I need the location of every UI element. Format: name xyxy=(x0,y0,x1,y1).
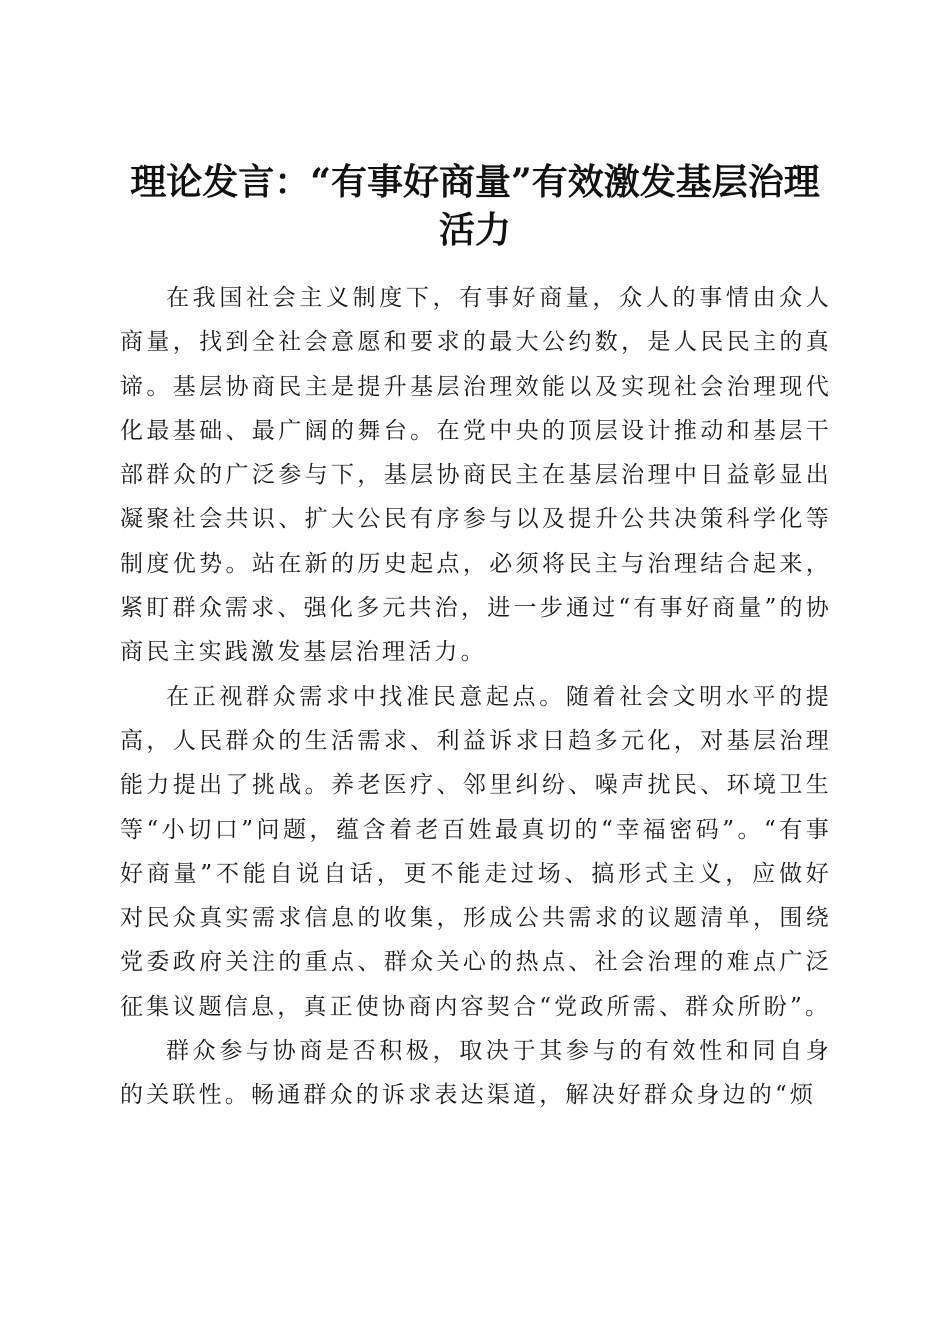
paragraph-3: 群众参与协商是否积极，取决于其参与的有效性和同自身的关联性。畅通群众的诉求表达渠道，解决好群众身边的“烦 xyxy=(120,1038,832,1109)
document-body xyxy=(120,276,832,1118)
paragraph-1: 在我国社会主义制度下，有事好商量，众人的事情由众人商量，找到全社会意愿和要求的最大公约数，是人民民主的真谛。基层协商民主是提升基层治理效能以及实现社会治理现代化最基础、最广阔的舞台。在党中央的顶层设计推动和基层干部群众的广泛参与下，基层协商民主在基层治理中日益彰显出凝聚社会共识、扩大公民有序参与以及提升公共决策科学化等制度优势。站在新的历史起点，必须将民主与治理结合起来，紧盯群众需求、强化多元共治，进一步通过“有事好商量”的协商民主实践激发基层治理活力。 xyxy=(120,285,832,666)
paragraph-2: 在正视群众需求中找准民意起点。随着社会文明水平的提高，人民群众的生活需求、利益诉求日趋多元化，对基层治理能力提出了挑战。养老医疗、邻里纠纷、噪声扰民、环境卫生等“小切口”问题，蕴含着老百姓最真切的“幸福密码”。“有事好商量”不能自说自话，更不能走过场、搞形式主义，应做好对民众真实需求信息的收集，形成公共需求的议题清单，围绕党委政府关注的重点、群众关心的热点、社会治理的难点广泛征集议题信息，真正使协商内容契合“党政所需、群众所盼”。 xyxy=(120,683,832,1020)
document-title xyxy=(100,158,850,254)
title-line-2: 活力 xyxy=(438,209,511,252)
title-line-1: 理论发言：“有事好商量”有效激发基层治理 xyxy=(130,161,820,204)
